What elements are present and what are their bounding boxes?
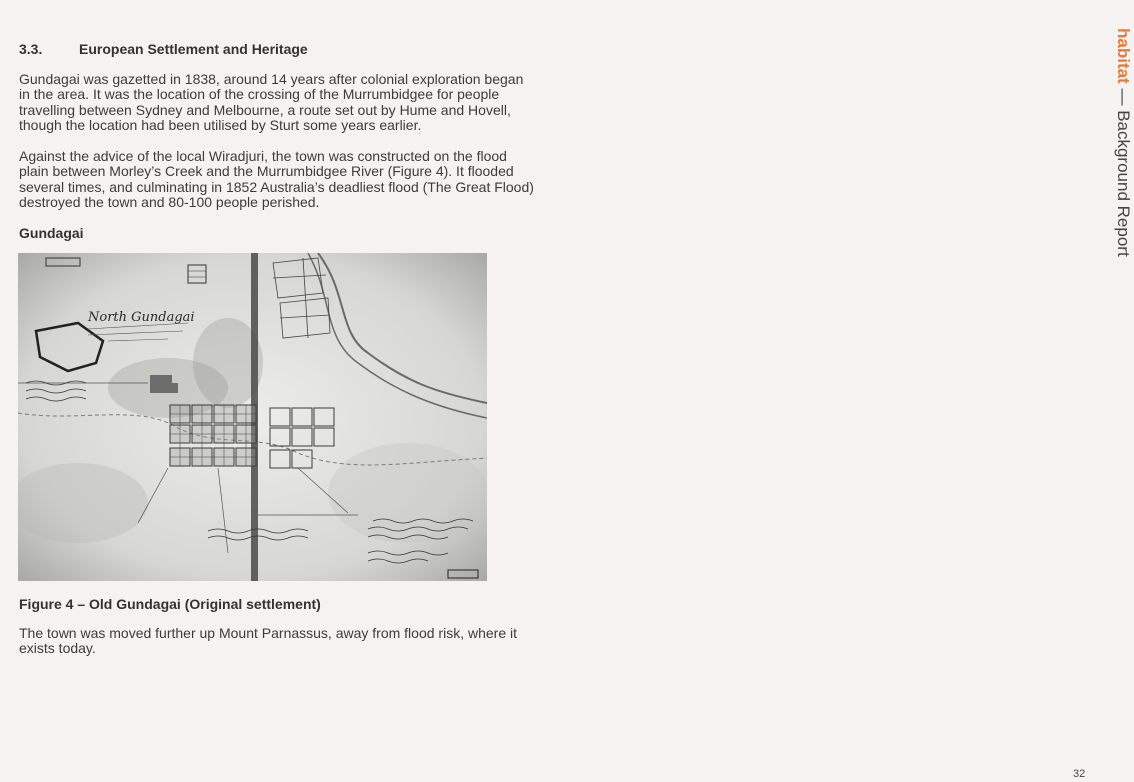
brand-logo-text: habitat <box>1114 28 1133 84</box>
figure-caption: Figure 4 – Old Gundagai (Original settlement) <box>19 596 321 612</box>
historic-map-figure <box>18 253 487 581</box>
map-label-north-gundagai: North Gundagai <box>88 310 195 325</box>
section-number: 3.3. <box>19 41 43 57</box>
page-number: 32 <box>1073 768 1086 780</box>
side-running-header <box>1113 28 1133 257</box>
subheading-gundagai: Gundagai <box>19 225 84 241</box>
section-title: European Settlement and Heritage <box>79 41 308 57</box>
paragraph-flood: Against the advice of the local Wiradjuri, the town was constructed on the flood plain between Morley’s Creek and the Murrumbidgee River (Figure 4). It flooded several times, and culminating in 1852 Australia’s deadliest flood (The Great Flood) destroyed the town and 80-100 people perished. <box>19 148 534 210</box>
old-gundagai-map <box>18 253 487 581</box>
side-separator: — <box>1114 83 1133 111</box>
paragraph-intro: Gundagai was gazetted in 1838, around 14 years after colonial exploration began in the area. It was the location of the crossing of the Murrumbidgee for people travelling between Sydney and Melbourne, a route set out by Hume and Hovell, though the location had been utilised by Sturt some years earlier. <box>19 71 524 133</box>
section-heading <box>19 41 308 57</box>
paragraph-relocation: The town was moved further up Mount Parnassus, away from flood risk, where it exists today. <box>19 625 517 657</box>
report-title: Background Report <box>1114 110 1133 257</box>
